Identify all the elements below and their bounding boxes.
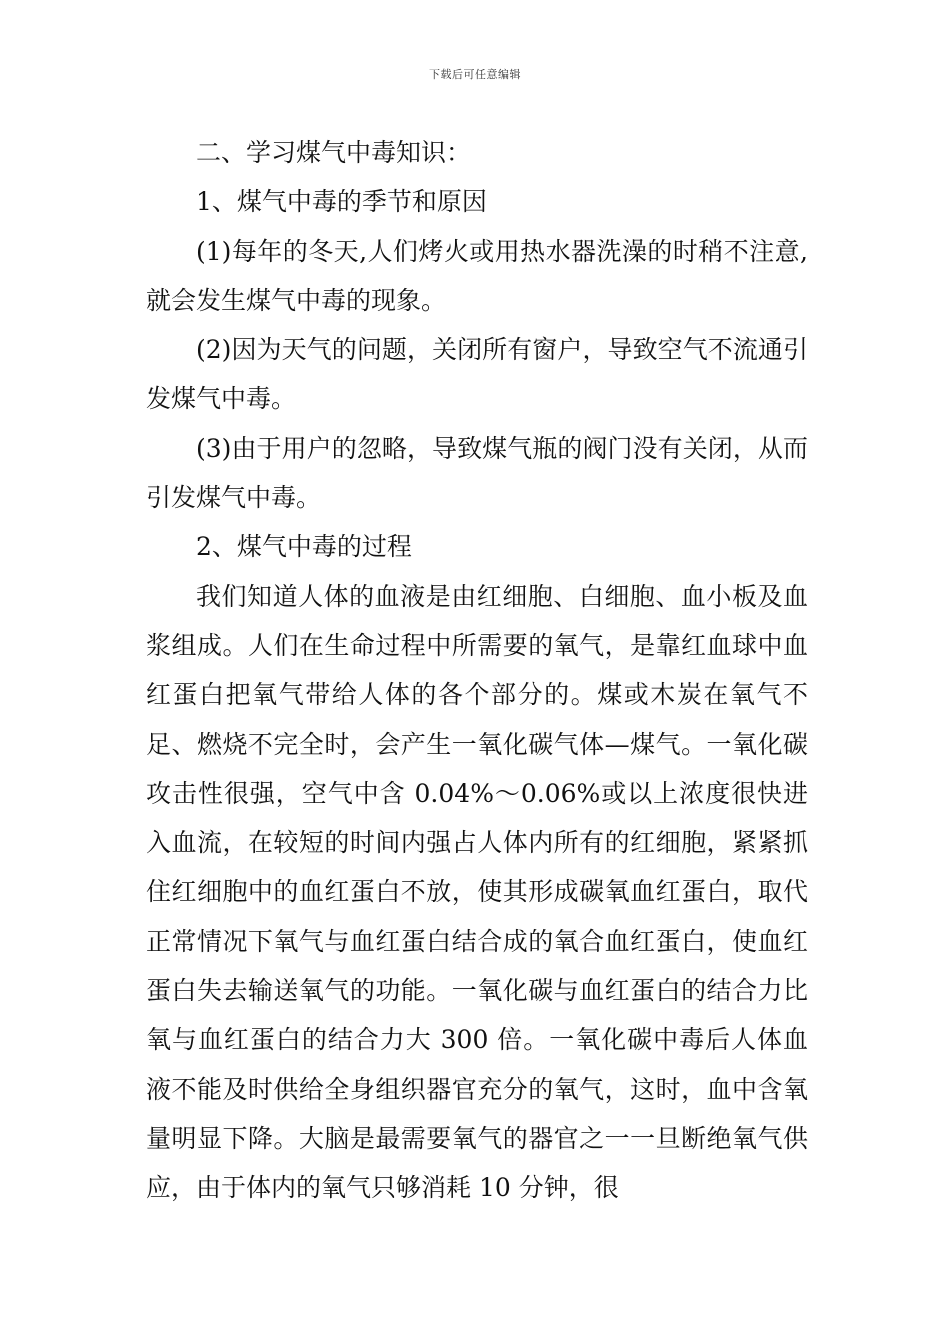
subsection-heading: 2、煤气中毒的过程: [196, 532, 412, 562]
section-heading: 二、学习煤气中毒知识：: [196, 138, 472, 167]
body-paragraph: (2)因为天气的问题，关闭所有窗户，导致空气不流通引发煤气中毒。: [146, 335, 808, 414]
body-paragraph: 我们知道人体的血液是由红细胞、白细胞、血小板及血浆组成。人们在生命过程中所需要的氧气，是靠红血球中血红蛋白把氧气带给人体的各个部分的。煤或木炭在氧气不足、燃烧不完全时，会产生一氧化碳气体—煤气。一氧化碳攻击性很强，空气中含 0.04%～0.06%或以上浓度很快进入血流，在较短的时间内强占人体内所有的红细胞，紧紧抓住红细胞中的血红蛋白不放，使其形成碳氧血红蛋白，取代正常情况下氧气与血红蛋白结合成的氧合血红蛋白，使血红蛋白失去输送氧气的功能。一氧化碳与血红蛋白的结合力比氧与血红蛋白的结合力大 300 倍。一氧化碳中毒后人体血液不能及时供给全身组织器官充分的氧气，这时，血中含氧量明显下降。大脑是最需要氧气的器官之一一旦断绝氧气供应，由于体内的氧气只够消耗 10 分钟，很: [146, 581, 808, 1203]
subsection-heading: 1、煤气中毒的季节和原因: [196, 187, 487, 217]
page-header-note: 下载后可任意编辑: [429, 68, 521, 81]
body-paragraph: (3)由于用户的忽略，导致煤气瓶的阀门没有关闭，从而引发煤气中毒。: [146, 433, 808, 513]
body-paragraph: (1)每年的冬天,人们烤火或用热水器洗澡的时稍不注意,就会发生煤气中毒的现象。: [146, 236, 808, 315]
document-body: [146, 128, 808, 1213]
